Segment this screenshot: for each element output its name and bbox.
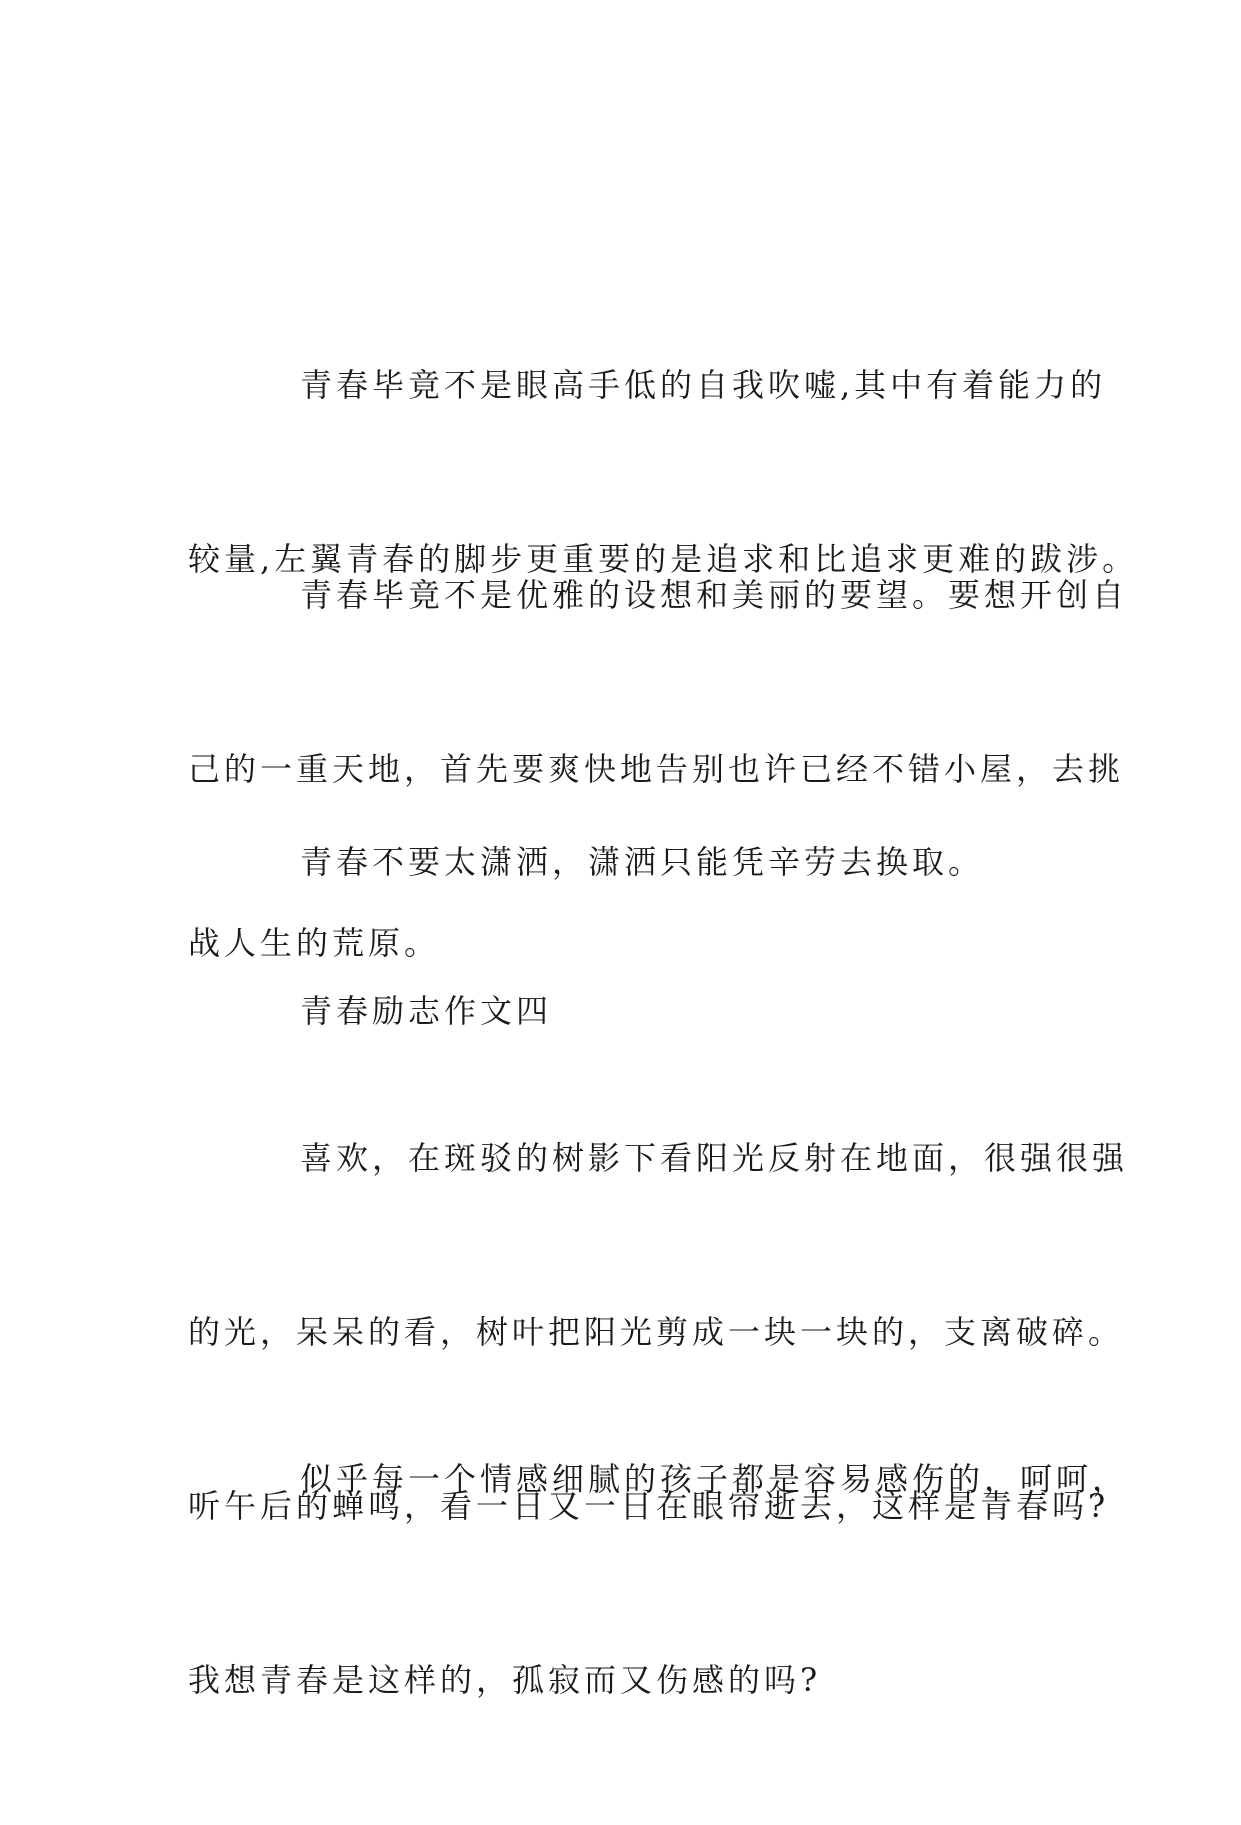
text-line: 较量,左翼青春的脚步更重要的是追求和比追求更难的跋涉。 — [188, 540, 1139, 578]
text-line: 听午后的蝉鸣，看一日又一日在眼帘逝去，这样是青春吗? — [188, 1487, 1110, 1525]
text-line: 青春毕竟不是优雅的设想和美丽的要望。要想开创自 — [300, 576, 1129, 614]
text-line: 战人生的荒原。 — [188, 924, 441, 962]
text-line: 青春毕竟不是眼高手低的自我吹嘘,其中有着能力的 — [300, 366, 1107, 404]
text-line: 的光，呆呆的看，树叶把阳光剪成一块一块的，支离破碎。 — [188, 1313, 1125, 1351]
heading-text: 青春励志作文四 — [300, 992, 553, 1030]
text-line: 青春不要太潇洒，潇洒只能凭辛劳去换取。 — [300, 843, 985, 881]
paragraph-5 — [188, 1334, 1129, 1624]
text-line: 似乎每一个情感细腻的孩子都是容易感伤的，呵呵， — [300, 1460, 1129, 1498]
text-line: 喜欢，在斑驳的树影下看阳光反射在地面，很强很强 — [300, 1139, 1129, 1177]
text-line: 己的一重天地，首先要爽快地告别也许已经不错小屋，去挑 — [188, 750, 1125, 788]
text-line: 我想青春是这样的，孤寂而又伤感的吗? — [188, 1661, 822, 1699]
